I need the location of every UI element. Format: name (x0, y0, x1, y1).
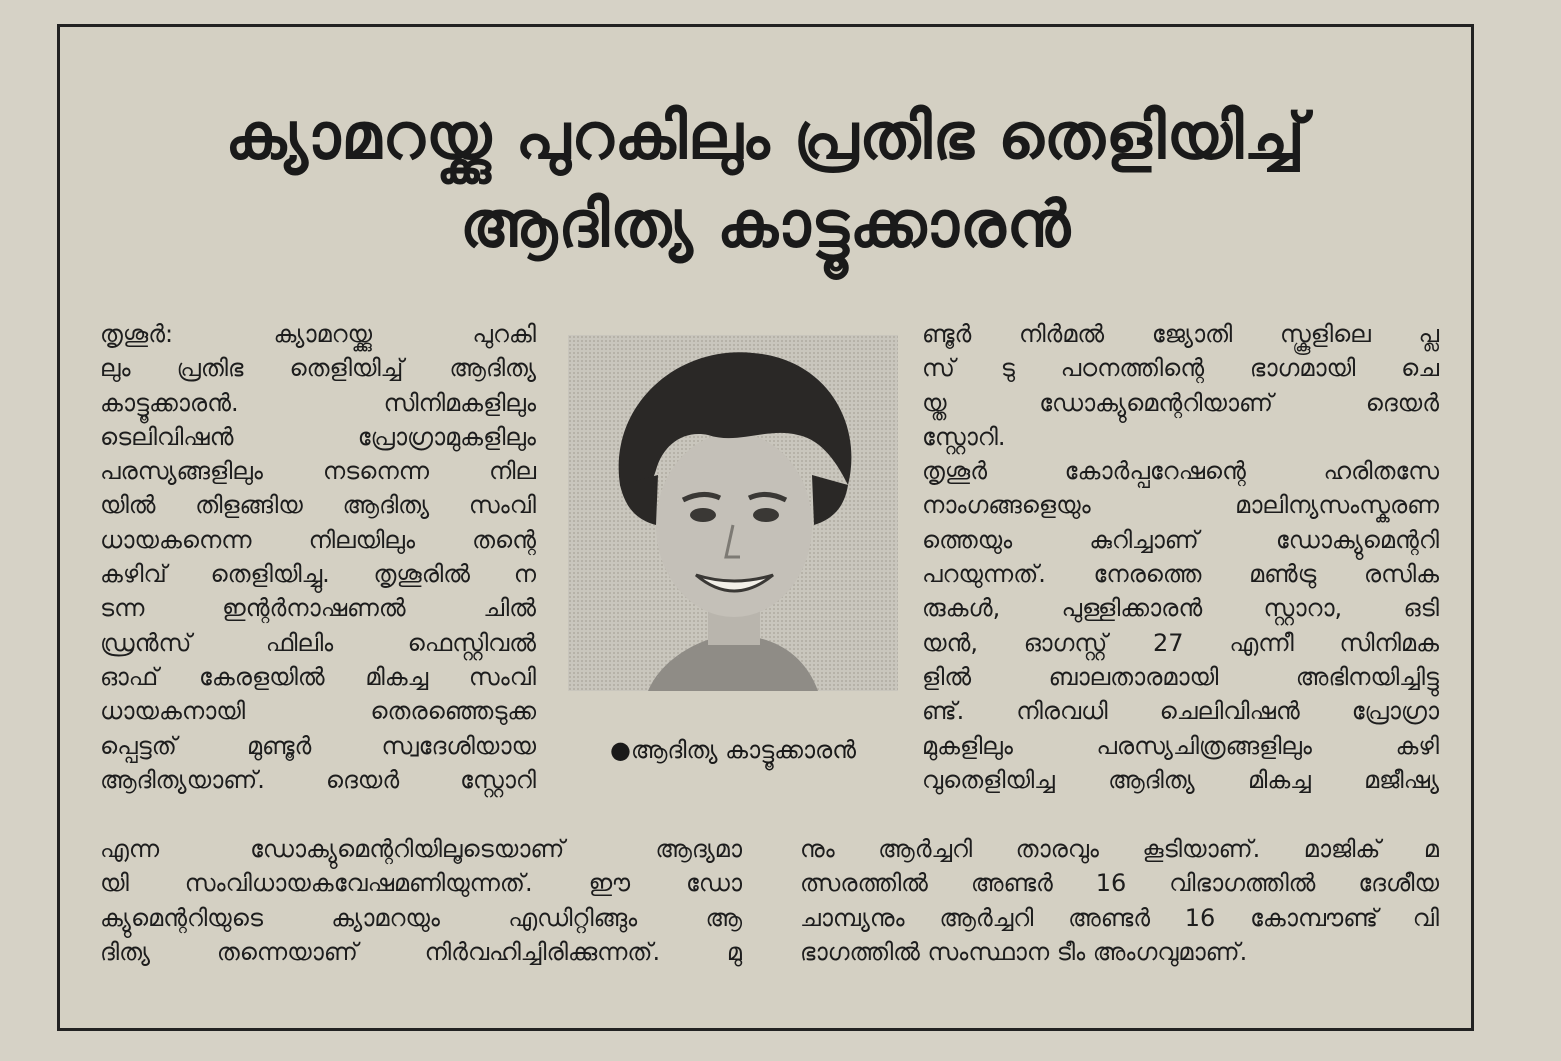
text-line: ക്യുമെന്ററിയുടെ ക്യാമറയും എഡിറ്റിങ്ങും ആ (100, 903, 742, 932)
background-newsprint-right (1478, 0, 1561, 1061)
text-line: എന്ന ഡോക്യുമെന്ററിയിലൂടെയാണ് ആദ്യമാ (100, 835, 742, 863)
text-line: ഡ്രൻസ് ഫിലിം ഫെസ്റ്റിവൽ (100, 628, 536, 657)
text-line: വുതെളിയിച്ച ആദിത്യ മികച്ച മജീഷ്യ (922, 765, 1439, 794)
text-line: മുകളിലും പരസ്യചിത്രങ്ങളിലും കഴി (922, 731, 1439, 760)
headline-line-1: ക്യാമറയ്ക്കു പുറകിലും പ്രതിഭ തെളിയിച്ച് (225, 100, 1306, 174)
text-line: യി സംവിധായകവേഷമണിയുന്നത്. ഈ ഡോ (100, 869, 742, 898)
background-newsprint-left (0, 0, 58, 1061)
text-line: തൃശൂർ: ക്യാമറയ്ക്കു പുറകി (100, 320, 536, 348)
article-column-left (100, 317, 536, 797)
text-line: ടന്ന ഇന്റർനാഷണൽ ചിൽ (100, 594, 536, 623)
text-line: ഭാഗത്തിൽ സംസ്ഥാന ടീം അംഗവുമാണ്. (800, 937, 1248, 966)
text-line: കാട്ടൂക്കാരൻ. സിനിമകളിലും (100, 388, 536, 417)
text-line: സ് ടു പഠനത്തിന്റെ ഭാഗമായി ചെ (922, 354, 1439, 383)
text-line: യിൽ തിളങ്ങിയ ആദിത്യ സംവി (100, 491, 536, 520)
text-line: ളിൽ ബാലതാരമായി അഭിനയിച്ചിട്ടു (922, 662, 1439, 691)
article-frame (57, 24, 1474, 1031)
portrait-illustration (568, 335, 898, 691)
text-line: ണ്ട്. നിരവധി ചെലിവിഷൻ പ്രോഗ്രാ (922, 697, 1439, 726)
portrait-photo (568, 335, 898, 691)
text-line: ധായകനായി തെരഞ്ഞെടുക്ക (100, 697, 536, 726)
text-line: ത്തെയും കുറിച്ചാണ് ഡോക്യുമെന്ററി (922, 525, 1439, 554)
text-line: യൻ, ഓഗസ്റ്റ് 27 എന്നീ സിനിമക (922, 628, 1439, 657)
text-line: ധായകനെന്ന നിലയിലും തന്റെ (100, 525, 536, 554)
text-line: ഓഫ് കേരളയിൽ മികച്ച സംവി (100, 662, 536, 691)
background-newsprint-bottom (0, 1034, 1561, 1061)
text-line: പറയുന്നത്. നേരത്തെ മൺട്രു രസിക (922, 560, 1439, 589)
background-newsprint-top (0, 0, 1561, 24)
text-line: പ്പെട്ടത് മുണ്ടൂർ സ്വദേശിയായ (100, 731, 536, 760)
article-column-bottom-right (800, 832, 1439, 969)
text-line: യ്ത ഡോക്യുമെന്ററിയാണ് ദെയർ (922, 388, 1439, 417)
headline-line-2: ആദിത്യ കാട്ടൂക്കാരൻ (459, 188, 1072, 262)
text-line: കഴിവ് തെളിയിച്ചു. തൃശൂരിൽ ന (100, 560, 536, 589)
photo-caption: ●ആദിത്യ കാട്ടൂക്കാരൻ (609, 736, 857, 764)
text-line: ദിത്യ തന്നെയാണ് നിർവഹിച്ചിരിക്കുന്നത്. മു (100, 937, 742, 966)
text-line: ആദിത്യയാണ്. ദെയർ സ്റ്റോറി (100, 765, 536, 794)
text-line: പരസ്യങ്ങളിലും നടനെന്ന നില (100, 457, 536, 486)
text-line: തൃശൂർ കോർപ്പറേഷന്റെ ഹരിതസേ (922, 457, 1439, 486)
text-line: ണ്ടൂർ നിർമൽ ജ്യോതി സ്കൂളിലെ പ്ല (922, 320, 1439, 348)
text-line: ത്സരത്തിൽ അണ്ടർ 16 വിഭാഗത്തിൽ ദേശീയ (800, 869, 1439, 898)
article-column-bottom-left (100, 832, 742, 969)
text-line: ലും പ്രതിഭ തെളിയിച്ച് ആദിത്യ (100, 354, 536, 383)
text-line: സ്റ്റോറി. (922, 422, 1006, 451)
text-line: ടെലിവിഷൻ പ്രോഗ്രാമുകളിലും (100, 422, 536, 451)
text-line: ചാമ്പ്യനും ആർച്ചറി അണ്ടർ 16 കോമ്പൗണ്ട് വി (800, 903, 1439, 932)
text-line: രുകൾ, പുള്ളിക്കാരൻ സ്റ്റാറാ, ഒടി (922, 594, 1439, 623)
text-line: നാംഗങ്ങളെയും മാലിന്യസംസ്കരണ (922, 491, 1439, 520)
text-line: നും ആർച്ചറി താരവും കൂടിയാണ്. മാജിക് മ (800, 835, 1439, 863)
article-column-right (922, 317, 1439, 797)
